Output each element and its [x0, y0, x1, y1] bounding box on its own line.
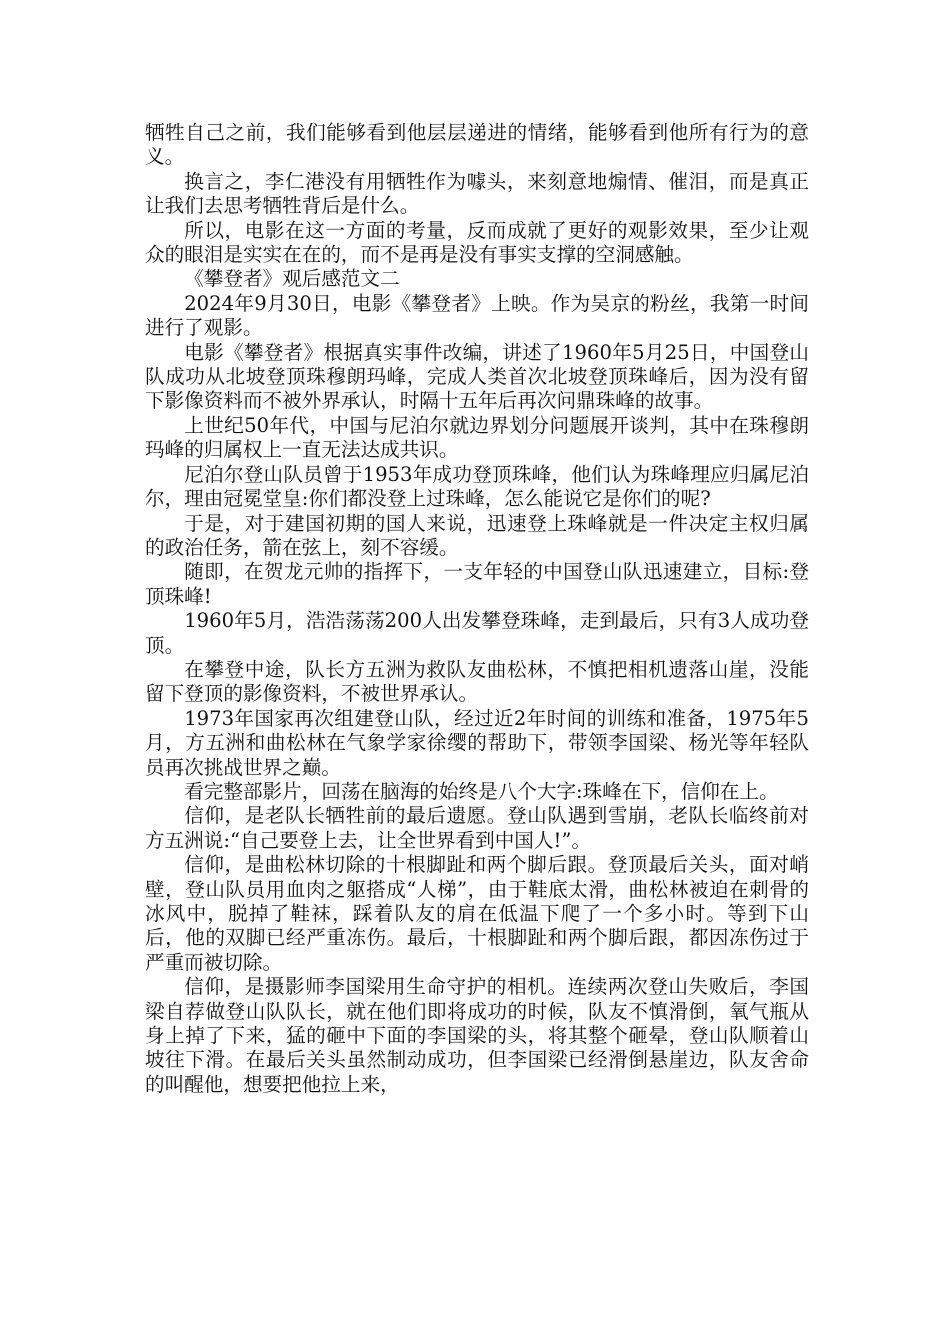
paragraph: 2024年9月30日，电影《攀登者》上映。作为吴京的粉丝，我第一时间进行了观影。 — [145, 291, 809, 340]
paragraph: 随即，在贺龙元帅的指挥下，一支年轻的中国登山队迅速建立，目标:登顶珠峰! — [145, 560, 809, 608]
section-heading: 《攀登者》观后感范文二 — [184, 267, 400, 291]
document-body — [145, 121, 809, 1097]
paragraph: 1960年5月，浩浩荡荡200人出发攀登珠峰，走到最后，只有3人成功登顶。 — [145, 609, 809, 657]
paragraph: 信仰，是摄影师李国梁用生命守护的相机。连续两次登山失败后，李国梁自荐做登山队队长，就在他们即将成功的时候，队友不慎滑倒，氧气瓶从身上掉了下来，猛的砸中下面的李国梁的头，将其整个砸晕，登山队顺着山坡往下滑。在最后关头虽然制动成功，但李国梁已经滑倒悬崖边，队友舍命的叫醒他，想要把他拉上来， — [145, 975, 809, 1096]
paragraph: 上世纪50年代，中国与尼泊尔就边界划分问题展开谈判，其中在珠穆朗玛峰的归属权上一直无法达成共识。 — [145, 413, 809, 462]
paragraph: 1973年国家再次组建登山队，经过近2年时间的训练和准备，1975年5月，方五洲和曲松林在气象学家徐缨的帮助下，带领李国梁、杨光等年轻队员再次挑战世界之巅。 — [145, 706, 809, 779]
paragraph: 看完整部影片，回荡在脑海的始终是八个大字:珠峰在下，信仰在上。 — [184, 779, 779, 803]
paragraph: 于是，对于建国初期的国人来说，迅速登上珠峰就是一件决定主权归属的政治任务，箭在弦上，刻不容缓。 — [145, 511, 809, 559]
paragraph: 电影《攀登者》根据真实事件改编，讲述了1960年5月25日，中国登山队成功从北坡登顶珠穆朗玛峰，完成人类首次北坡登顶珠峰后，因为没有留下影像资料而不被外界承认，时隔十五年后再次问鼎珠峰的故事。 — [145, 340, 809, 413]
paragraph: 尼泊尔登山队员曾于1953年成功登顶珠峰，他们认为珠峰理应归属尼泊尔，理由冠冕堂皇:你们都没登上过珠峰，怎么能说它是你们的呢? — [145, 462, 809, 511]
paragraph: 换言之，李仁港没有用牺牲作为噱头，来刻意地煽情、催泪，而是真正让我们去思考牺牲背后是什么。 — [145, 169, 809, 218]
paragraph: 信仰，是曲松林切除的十根脚趾和两个脚后跟。登顶最后关头，面对峭壁，登山队员用血肉之躯搭成“人梯”，由于鞋底太滑，曲松林被迫在刺骨的冰风中，脱掉了鞋袜，踩着队友的肩在低温下爬了一个多小时。等到下山后，他的双脚已经严重冻伤。最后，十根脚趾和两个脚后跟，都因冻伤过于严重而被切除。 — [145, 853, 809, 974]
paragraph: 信仰，是老队长牺牲前的最后遗愿。登山队遇到雪崩，老队长临终前对方五洲说:“自己要登上去，让全世界看到中国人!”。 — [145, 804, 809, 852]
paragraph: 所以，电影在这一方面的考量，反而成就了更好的观影效果，至少让观众的眼泪是实实在在的，而不是再是没有事实支撑的空洞感触。 — [145, 218, 809, 267]
paragraph: 牺牲自己之前，我们能够看到他层层递进的情绪，能够看到他所有行为的意义。 — [145, 121, 809, 169]
paragraph: 在攀登中途，队长方五洲为救队友曲松林，不慎把相机遗落山崖，没能留下登顶的影像资料，不被世界承认。 — [145, 657, 809, 706]
